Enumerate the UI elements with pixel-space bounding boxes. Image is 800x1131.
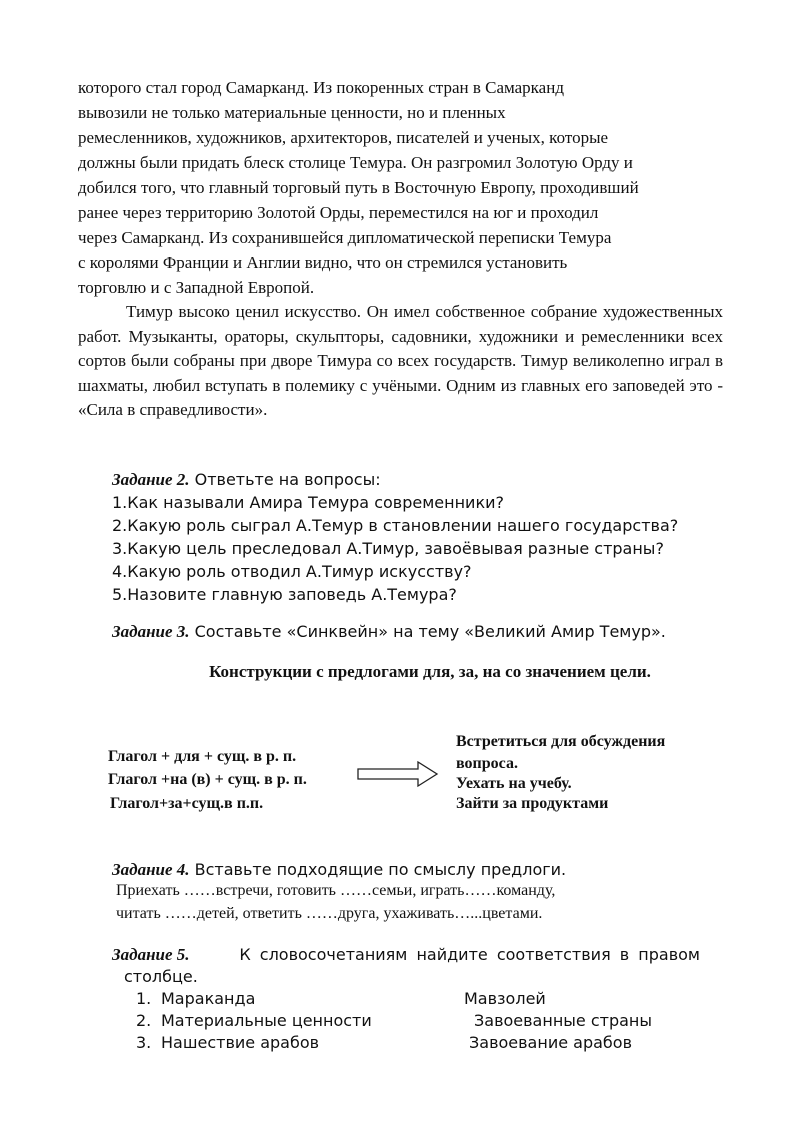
- intro-line-2: вывозили не только материальные ценности, но и пленных: [78, 103, 506, 122]
- task2-text: Ответьте на вопросы:: [189, 470, 381, 489]
- intro-line-1: которого стал город Самарканд. Из покоренных стран в Самарканд: [78, 78, 564, 97]
- art-paragraph: Тимур высоко ценил искусство. Он имел собственное собрание художественных работ. Музыканты, ораторы, скульпторы, садовники, художники и ремесленники всех сортов были собраны при дворе Тимура со всех государств. Тимур великолепно играл в шахматы, любил вступать в полемику с учёными. Одним из главных его заповедей это - «Сила в справедливости».: [78, 302, 723, 419]
- task5-row-3-right: Завоевание арабов: [469, 1033, 632, 1052]
- task5-text-cont: столбце.: [124, 967, 198, 986]
- task5-label: Задание 5.: [112, 945, 190, 964]
- scheme-right-3: Уехать на учебу.: [456, 775, 572, 792]
- task4-line-2: читать ……детей, ответить ……друга, ухаживать…...цветами.: [116, 905, 543, 922]
- task5-row-1-right: Мавзолей: [464, 989, 546, 1008]
- task4-label: Задание 4.: [112, 860, 190, 879]
- task5-row-3-left: Нашествие арабов: [161, 1033, 320, 1052]
- section-heading: Конструкции с предлогами для, за, на со значением цели.: [209, 662, 651, 681]
- task5-row-2-left: Материальные ценности: [161, 1011, 372, 1030]
- intro-line-4: должны были придать блеск столице Темура. Он разгромил Золотую Орду и: [78, 153, 633, 172]
- intro-line-7: через Самарканд. Из сохранившейся дипломатической переписки Темура: [78, 228, 612, 247]
- task2-heading: [112, 468, 381, 491]
- task4-text: Вставьте подходящие по смыслу предлоги.: [189, 860, 567, 879]
- task5-row-2-right: Завоеванные страны: [474, 1011, 653, 1030]
- scheme-left-1: Глагол + для + сущ. в р. п.: [108, 748, 297, 765]
- task5-row-1-left: Мараканда: [161, 989, 256, 1008]
- task3-text: Составьте «Синквейн» на тему «Великий Амир Темур».: [189, 622, 666, 641]
- task2-question-2: 2.Какую роль сыграл А.Темур в становлении нашего государства?: [112, 516, 679, 535]
- scheme-right-2: вопроса.: [456, 755, 518, 772]
- intro-line-8: с королями Франции и Англии видно, что он стремился установить: [78, 253, 568, 272]
- intro-line-9: торговлю и с Западной Европой.: [78, 278, 315, 297]
- intro-line-3: ремесленников, художников, архитекторов, писателей и ученых, которые: [78, 128, 609, 147]
- scheme-left-2: Глагол +на (в) + сущ. в р. п.: [108, 771, 307, 788]
- task5-heading: [112, 943, 700, 966]
- task5-row-2-num: 2.: [136, 1011, 152, 1030]
- task2-question-3: 3.Какую цель преследовал А.Тимур, завоёвывая разные страны?: [112, 539, 664, 558]
- scheme-left-3: Глагол+за+сущ.в п.п.: [110, 795, 264, 812]
- task5-text: К словосочетаниям найдите соответствия в правом: [239, 945, 700, 964]
- task2-question-4: 4.Какую роль отводил А.Тимур искусству?: [112, 562, 472, 581]
- scheme-right-1: Встретиться для обсуждения: [456, 733, 666, 750]
- task4-line-1: Приехать ……встречи, готовить ……семьи, играть……команду,: [116, 882, 556, 899]
- task5-row-3-num: 3.: [136, 1033, 152, 1052]
- intro-line-5: добился того, что главный торговый путь в Восточную Европу, проходивший: [78, 178, 639, 197]
- task5-row-1-num: 1.: [136, 989, 152, 1008]
- task2-question-1: 1.Как называли Амира Темура современники?: [112, 493, 504, 512]
- task2-question-5: 5.Назовите главную заповедь А.Темура?: [112, 585, 457, 604]
- task3-heading: [112, 620, 666, 643]
- scheme-right-4: Зайти за продуктами: [456, 795, 609, 812]
- right-arrow-icon: [356, 759, 440, 789]
- task3-label: Задание 3.: [112, 622, 190, 641]
- intro-line-6: ранее через территорию Золотой Орды, переместился на юг и проходил: [78, 203, 599, 222]
- task2-label: Задание 2.: [112, 470, 190, 489]
- task4-heading: [112, 858, 566, 881]
